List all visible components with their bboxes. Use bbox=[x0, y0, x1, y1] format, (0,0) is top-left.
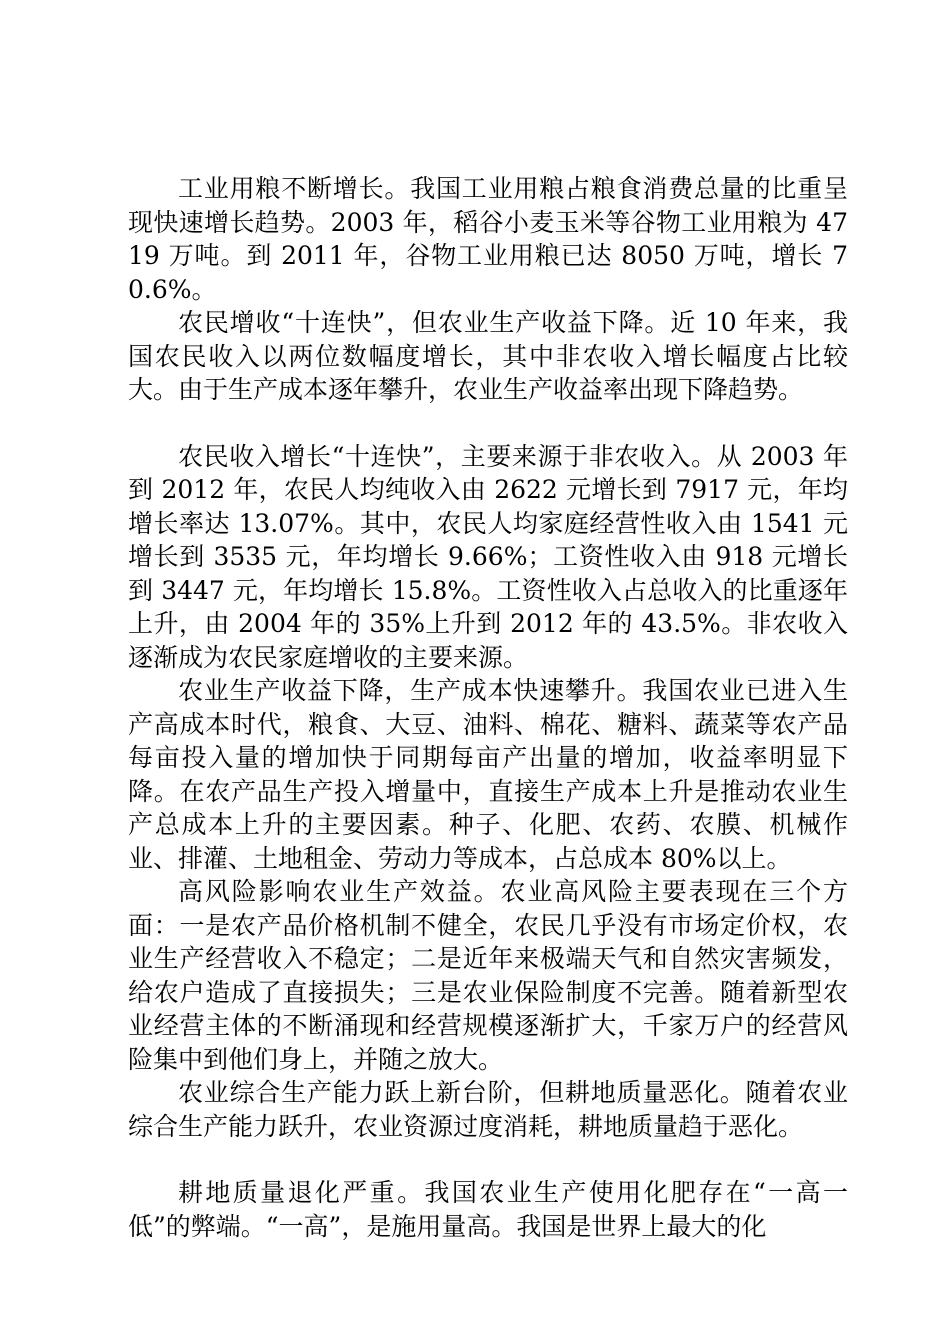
paragraph-high-risk: 高风险影响农业生产效益。农业高风险主要表现在三个方面：一是农产品价格机制不健全，农民几乎没有市场定价权，农业生产经营收入不稳定；二是近年来极端天气和自然灾害频发，给农户造成了直接损失；三是农业保险制度不完善。随着新型农业经营主体的不断涌现和经营规模逐渐扩大，千家万户的经营风险集中到他们身上，并随之放大。 bbox=[128, 877, 848, 1074]
paragraph-farmer-income-overview: 农民增收“十连快”，但农业生产收益下降。近 10 年来，我国农民收入以两位数幅度增长，其中非农收入增长幅度占比较大。由于生产成本逐年攀升，农业生产收益率出现下降趋势。 bbox=[128, 308, 848, 404]
paragraph-non-farm-income: 农民收入增长“十连快”，主要来源于非农收入。从 2003 年到 2012 年，农民人均纯收入由 2622 元增长到 7917 元，年均增长率达 13.07%。其中，农民人均家庭经营性收入由 1541 元增长到 3535 元，年均增长 9.66%；工资性收入由 918 元增长到 3447 元，年均增长 15.8%。工资性收入占总收入的比重逐年上升，由 2004 年的 35%上升到 2012 年的 43.5%。非农收入逐渐成为农民家庭增收的主要来源。 bbox=[128, 441, 848, 672]
paragraph-industrial-grain: 工业用粮不断增长。我国工业用粮占粮食消费总量的比重呈现快速增长趋势。2003 年，稻谷小麦玉米等谷物工业用粮为 4719 万吨。到 2011 年，谷物工业用粮已达 8050 万吨，增长 70.6%。 bbox=[128, 174, 848, 304]
paragraph-production-cost: 农业生产收益下降，生产成本快速攀升。我国农业已进入生产高成本时代，粮食、大豆、油料、棉花、糖料、蔬菜等农产品每亩投入量的增加快于同期每亩产出量的增加，收益率明显下降。在农产品生产投入增量中，直接生产成本上升是推动农业生产总成本上升的主要因素。种子、化肥、农药、农膜、机械作业、排灌、土地租金、劳动力等成本，占总成本 80%以上。 bbox=[128, 676, 848, 873]
paragraph-land-degradation: 耕地质量退化严重。我国农业生产使用化肥存在“一高一低”的弊端。“一高”，是施用量高。我国是世界上最大的化 bbox=[128, 1178, 848, 1241]
paragraph-capacity-and-land: 农业综合生产能力跃上新台阶，但耕地质量恶化。随着农业综合生产能力跃升，农业资源过度消耗，耕地质量趋于恶化。 bbox=[128, 1078, 848, 1141]
document-body bbox=[128, 172, 848, 1243]
